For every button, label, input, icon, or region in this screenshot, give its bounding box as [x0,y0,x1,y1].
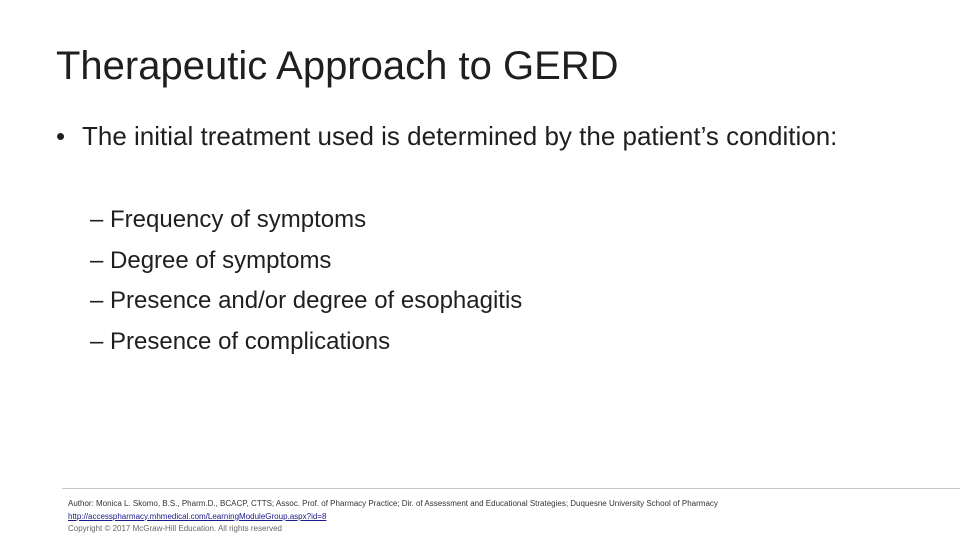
bullet-marker: • [56,121,66,151]
sub-bullet-item: – Presence of complications [90,327,391,355]
sub-bullet-list [90,200,522,362]
sub-bullet-item: – Frequency of symptoms [90,206,367,233]
footer-author: Author: Monica L. Skomo, B.S., Pharm.D., BCACP, CTTS; Assoc. Prof. of Pharmacy Practice; Dir. of Assessment and Educational Strategies; Duquesne University School of Pharmacy [68,499,718,508]
sub-bullet-item: – Degree of symptoms [90,246,332,274]
footer-source-link[interactable]: http://accesspharmacy.mhmedical.com/LearningModuleGroup.aspx?id=8 [68,511,327,521]
footer-copyright: Copyright © 2017 McGraw-Hill Education. All rights reserved [68,524,282,533]
slide-title: Therapeutic Approach to GERD [56,44,619,88]
slide-footer [68,498,718,536]
main-bullet [56,118,936,154]
sub-bullet-item: – Presence and/or degree of esophagitis [90,287,523,314]
footer-divider [62,488,960,489]
main-bullet-text: The initial treatment used is determined by the patient’s condition: [82,121,838,151]
